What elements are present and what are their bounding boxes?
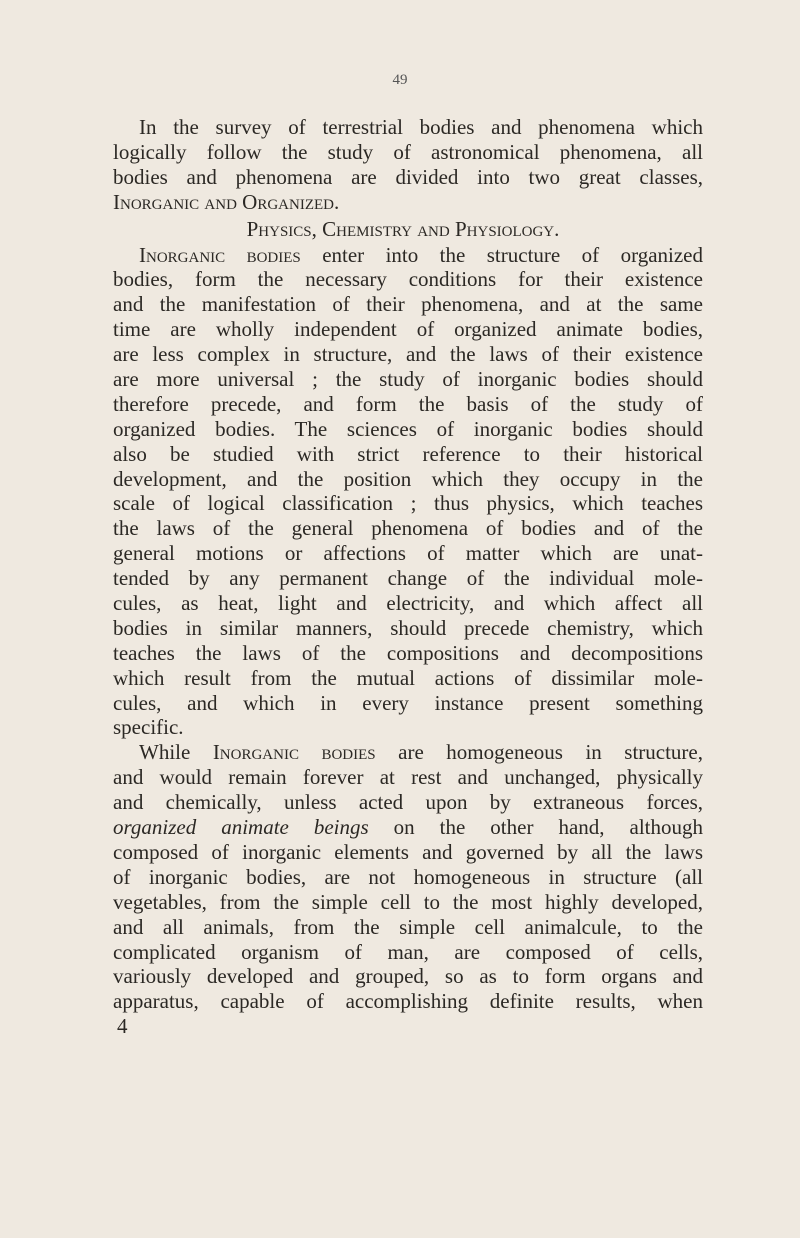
- text-line: are more universal ; the study of inorganic bodies should: [113, 367, 703, 392]
- text-line: which result from the mutual actions of dissimilar mole-: [113, 665, 703, 690]
- text-line: and would remain forever at rest and unchanged, physically: [113, 765, 703, 790]
- text-line: the laws of the general phenomena of bodies and of the: [113, 516, 703, 541]
- paragraph-intro: [113, 115, 703, 215]
- text-line: apparatus, capable of accomplishing definite results, when: [113, 989, 703, 1014]
- text-line: composed of inorganic elements and governed by all the laws: [113, 839, 703, 864]
- text-line: While Inorganic bodies are homogeneous in structure,: [139, 740, 703, 765]
- paragraph-organized-beings: [113, 740, 703, 1014]
- section-heading: Physics, Chemistry and Physiology.: [246, 216, 560, 241]
- text-line: and chemically, unless acted upon by extraneous forces,: [113, 790, 703, 815]
- text-line: complicated organism of man, are composed of cells,: [113, 939, 703, 964]
- text-line: bodies in similar manners, should precede chemistry, which: [113, 615, 703, 640]
- text-line: also be studied with strict reference to their historical: [113, 441, 703, 466]
- term-inorganic-bodies: Inorganic bodies: [139, 242, 301, 267]
- text-line: organized animate beings on the other hand, although: [113, 815, 703, 840]
- term-inorganic-bodies: Inorganic bodies: [212, 740, 376, 765]
- text-line: cules, as heat, light and electricity, and which affect all: [113, 591, 703, 616]
- text-line: Inorganic and Organized.: [113, 189, 340, 214]
- paragraph-inorganic-bodies: [113, 243, 703, 741]
- term-organized-animate-beings: organized animate beings: [113, 815, 369, 840]
- text-line: general motions or affections of matter which are unat-: [113, 541, 703, 566]
- text-line: Inorganic bodies enter into the structure of organized: [139, 242, 703, 267]
- text-line: logically follow the study of astronomical phenomena, all: [113, 139, 703, 164]
- text-line: In the survey of terrestrial bodies and phenomena which: [139, 115, 703, 139]
- text-line: cules, and which in every instance present something: [113, 690, 703, 715]
- text-line: scale of logical classification ; thus physics, which teaches: [113, 491, 703, 516]
- text-line: variously developed and grouped, so as to form organs and: [113, 964, 703, 989]
- text-line: are less complex in structure, and the laws of their existence: [113, 342, 703, 367]
- signature-mark: 4: [117, 1014, 128, 1039]
- text-line: organized bodies. The sciences of inorganic bodies should: [113, 416, 703, 441]
- text-line: and the manifestation of their phenomena, and at the same: [113, 292, 703, 317]
- text-line: bodies, form the necessary conditions for their existence: [113, 267, 703, 292]
- text-line: teaches the laws of the compositions and decompositions: [113, 640, 703, 665]
- text-line: development, and the position which they occupy in the: [113, 466, 703, 491]
- body-text: [113, 115, 703, 1038]
- text-line: tended by any permanent change of the individual mole-: [113, 566, 703, 591]
- text-line: of inorganic bodies, are not homogeneous in structure (all: [113, 864, 703, 889]
- text-line: time are wholly independent of organized animate bodies,: [113, 317, 703, 342]
- text-line: therefore precede, and form the basis of the study of: [113, 391, 703, 416]
- text-line: specific.: [113, 715, 184, 740]
- page-number: 49: [392, 72, 408, 88]
- text-line: and all animals, from the simple cell animalcule, to the: [113, 914, 703, 939]
- text-line: bodies and phenomena are divided into two great classes,: [113, 164, 703, 189]
- text-line: vegetables, from the simple cell to the most highly developed,: [113, 889, 703, 914]
